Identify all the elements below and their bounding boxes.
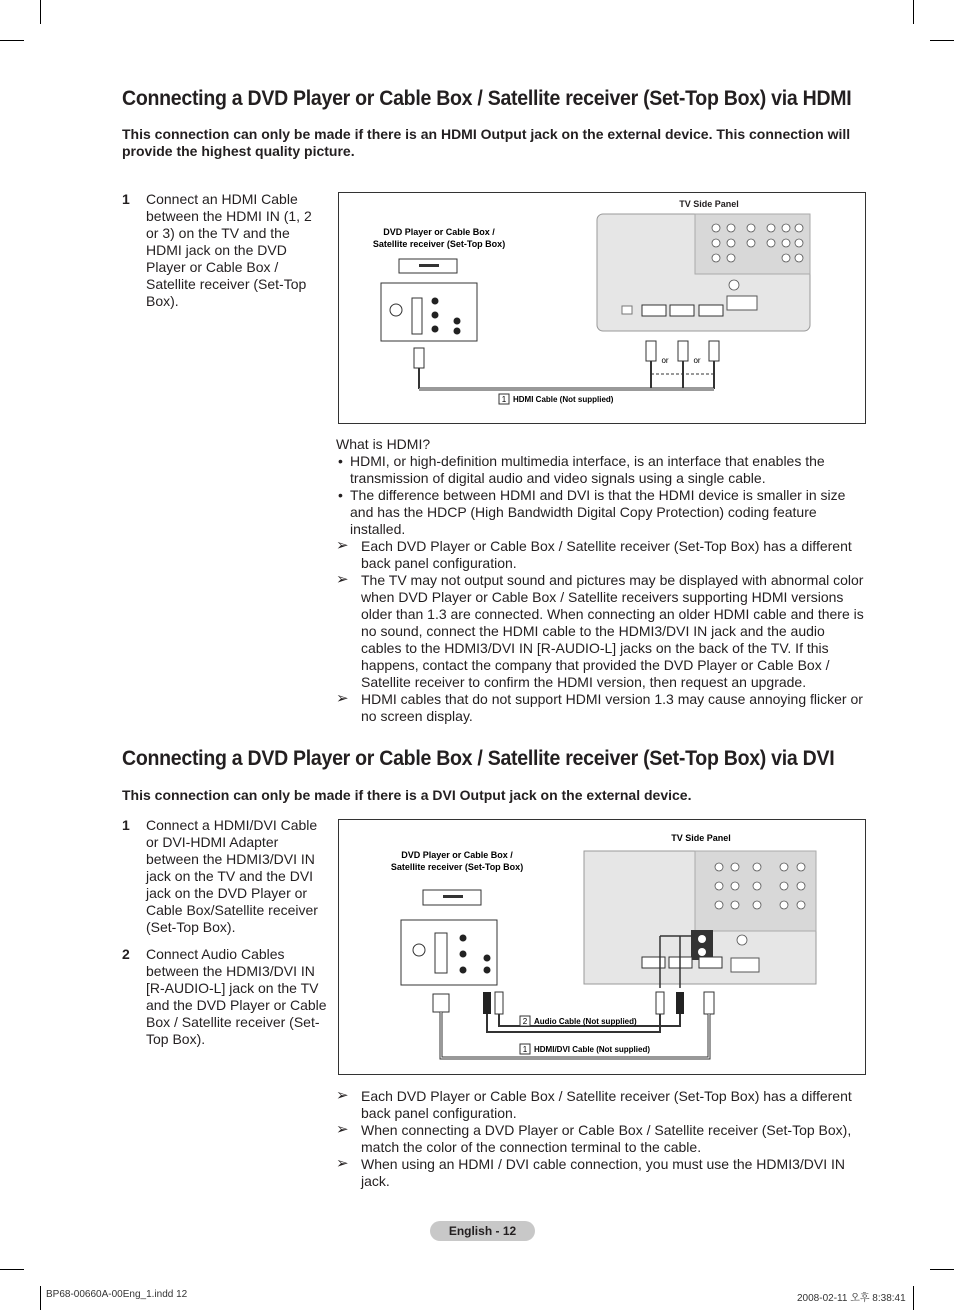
note-item [336, 1156, 866, 1190]
step-number: 2 [122, 946, 130, 962]
bullet-icon: • [338, 453, 343, 469]
arrow-icon: ➢ [336, 537, 349, 554]
crop-mark [930, 1269, 954, 1270]
audio-plug-tv-r [676, 992, 684, 1014]
tv-side-panel-label: TV Side Panel [679, 199, 739, 209]
note-text: When connecting a DVD Player or Cable Box / Satellite receiver (Set-Top Box), match the color of the connection terminal to the cable. [361, 1122, 852, 1155]
crop-mark [0, 40, 24, 41]
note-text: The TV may not output sound and pictures may be displayed with abnormal color when DVD Player or Cable Box / Satellite receivers supporting HDMI versions older than 1.3 are connected. When connecting an older HDMI cable and there is no sound, connect the HDMI cable to the HDMI3/DVI IN jack and the audio cables to the HDMI3/DVI IN [R-AUDIO-L] jacks on the back of the TV. If this happens, contact the company that provided the DVD Player or Cable Box / Satellite receiver to confirm the HDMI version, then request an upgrade. [361, 572, 864, 690]
date-slug: 2008-02-11 오후 8:38:41 [797, 1293, 906, 1304]
crop-mark [913, 1286, 914, 1310]
cable-number: 1 [501, 395, 507, 404]
hdmi-plug-tv [704, 992, 714, 1014]
note-text: Each DVD Player or Cable Box / Satellite receiver (Set-Top Box) has a different back panel configuration. [361, 1088, 852, 1121]
hdmi-in-1-port [642, 305, 666, 316]
crop-mark [913, 0, 914, 24]
arrow-icon: ➢ [336, 690, 349, 707]
audio-plug-device-l [495, 992, 503, 1014]
dvi-plug-device [433, 994, 449, 1012]
crop-mark [930, 40, 954, 41]
bullet-icon: • [338, 487, 343, 503]
section-hdmi-steps [122, 191, 327, 320]
tv-side-panel-label: TV Side Panel [671, 833, 731, 843]
what-is-hdmi-heading: What is HDMI? [336, 436, 431, 452]
step-text: Connect an HDMI Cable between the HDMI IN (1, 2 or 3) on the TV and the HDMI jack on the DVD Player or Cable Box / Satellite receiver (Set-Top Box). [146, 191, 312, 309]
note-item [336, 691, 866, 725]
step-number: 1 [122, 817, 130, 833]
bullet-item [336, 487, 866, 538]
note-text: HDMI cables that do not support HDMI version 1.3 may cause annoying flicker or no screen display. [361, 691, 863, 724]
hdmi-connection-diagram [338, 192, 866, 424]
note-text: When using an HDMI / DVI cable connection, you must use the HDMI3/DVI IN jack. [361, 1156, 845, 1189]
hdmi-in-3-port [699, 957, 722, 968]
step-item [122, 946, 327, 1048]
dvd-tray-icon [419, 264, 439, 267]
arrow-icon: ➢ [336, 1121, 349, 1138]
device-label-line2: Satellite receiver (Set-Top Box) [390, 862, 524, 872]
note-item [336, 1122, 866, 1156]
crop-mark [40, 1286, 41, 1310]
usb-port [622, 306, 632, 314]
file-slug: BP68-00660A-00Eng_1.indd 12 [46, 1289, 188, 1300]
device-label-line1: DVD Player or Cable Box / [383, 227, 495, 237]
dvi-notes [336, 1088, 866, 1190]
step-item [122, 817, 327, 936]
section-hdmi-title: Connecting a DVD Player or Cable Box / Satellite receiver (Set-Top Box) via HDMI [122, 87, 852, 110]
bullet-text: The difference between HDMI and DVI is that the HDMI device is smaller in size and has the HDCP (High Bandwidth Digital Copy Protection) coding feature installed. [350, 487, 846, 537]
step-number: 1 [122, 191, 130, 207]
device-dvi-out-port [435, 933, 447, 973]
arrow-icon: ➢ [336, 1087, 349, 1104]
hdmi-in-1-port [642, 957, 665, 968]
audio-plug-device-r [483, 992, 491, 1014]
bullet-text: HDMI, or high-definition multimedia interface, is an interface that enables the transmission of digital audio and video signals using a single cable. [350, 453, 825, 486]
section-dvi-title: Connecting a DVD Player or Cable Box / Satellite receiver (Set-Top Box) via DVI [122, 747, 835, 770]
dvd-tray-icon [443, 895, 463, 898]
dvi-connection-diagram [338, 819, 866, 1075]
hdmi-plug-tv-1 [646, 341, 656, 361]
cable-number: 1 [522, 1045, 528, 1054]
pc-in-port [727, 296, 757, 310]
audio-l-jack [698, 948, 706, 956]
pc-in-port [731, 958, 759, 972]
section-dvi-intro: This connection can only be made if there is a DVI Output jack on the external device. [122, 787, 692, 803]
page-number-badge: English - 12 [430, 1221, 535, 1241]
hdmi-notes [336, 436, 866, 725]
cable-label: HDMI Cable (Not supplied) [513, 395, 614, 404]
device-power-jack [390, 304, 402, 316]
hdmi-in-3-port [699, 305, 723, 316]
section-dvi-steps [122, 817, 327, 1058]
hdmi-plug-device [414, 348, 424, 368]
step-text: Connect a HDMI/DVI Cable or DVI-HDMI Adapter between the HDMI3/DVI IN jack on the TV and the DVI jack on the DVD Player or Cable Box/Satellite receiver (Set-Top Box). [146, 817, 318, 935]
hdmi-plug-tv-3 [709, 341, 719, 361]
device-power-jack [413, 944, 425, 956]
or-label-1: or [661, 356, 669, 365]
cable-number: 2 [522, 1017, 528, 1026]
bullet-item [336, 453, 866, 487]
note-text: Each DVD Player or Cable Box / Satellite receiver (Set-Top Box) has a different back panel configuration. [361, 538, 852, 571]
device-label-line2: Satellite receiver (Set-Top Box) [372, 239, 506, 249]
hdmi-diagram-svg [339, 193, 865, 423]
or-label-2: or [693, 356, 701, 365]
device-label-line1: DVD Player or Cable Box / [401, 850, 513, 860]
note-item [336, 538, 866, 572]
crop-mark [40, 0, 41, 24]
hdmi-plug-tv-2 [678, 341, 688, 361]
arrow-icon: ➢ [336, 1155, 349, 1172]
crop-mark [0, 1269, 24, 1270]
note-item [336, 572, 866, 691]
cable-label: Audio Cable (Not supplied) [534, 1017, 637, 1026]
audio-plug-tv-l [656, 992, 664, 1014]
device-hdmi-out-port [412, 298, 422, 334]
cable-label: HDMI/DVI Cable (Not supplied) [534, 1045, 650, 1054]
audio-r-jack [698, 935, 706, 943]
note-item [336, 1088, 866, 1122]
step-text: Connect Audio Cables between the HDMI3/DVI IN [R-AUDIO-L] jack on the TV and the DVD Player or Cable Box / Satellite receiver (Set-Top Box). [146, 946, 327, 1047]
dvi-diagram-svg [339, 820, 865, 1074]
hdmi-in-2-port [670, 305, 694, 316]
step-item [122, 191, 327, 310]
arrow-icon: ➢ [336, 571, 349, 588]
section-hdmi-intro: This connection can only be made if there is an HDMI Output jack on the external device. This connection will provide the highest quality picture. [122, 126, 851, 159]
